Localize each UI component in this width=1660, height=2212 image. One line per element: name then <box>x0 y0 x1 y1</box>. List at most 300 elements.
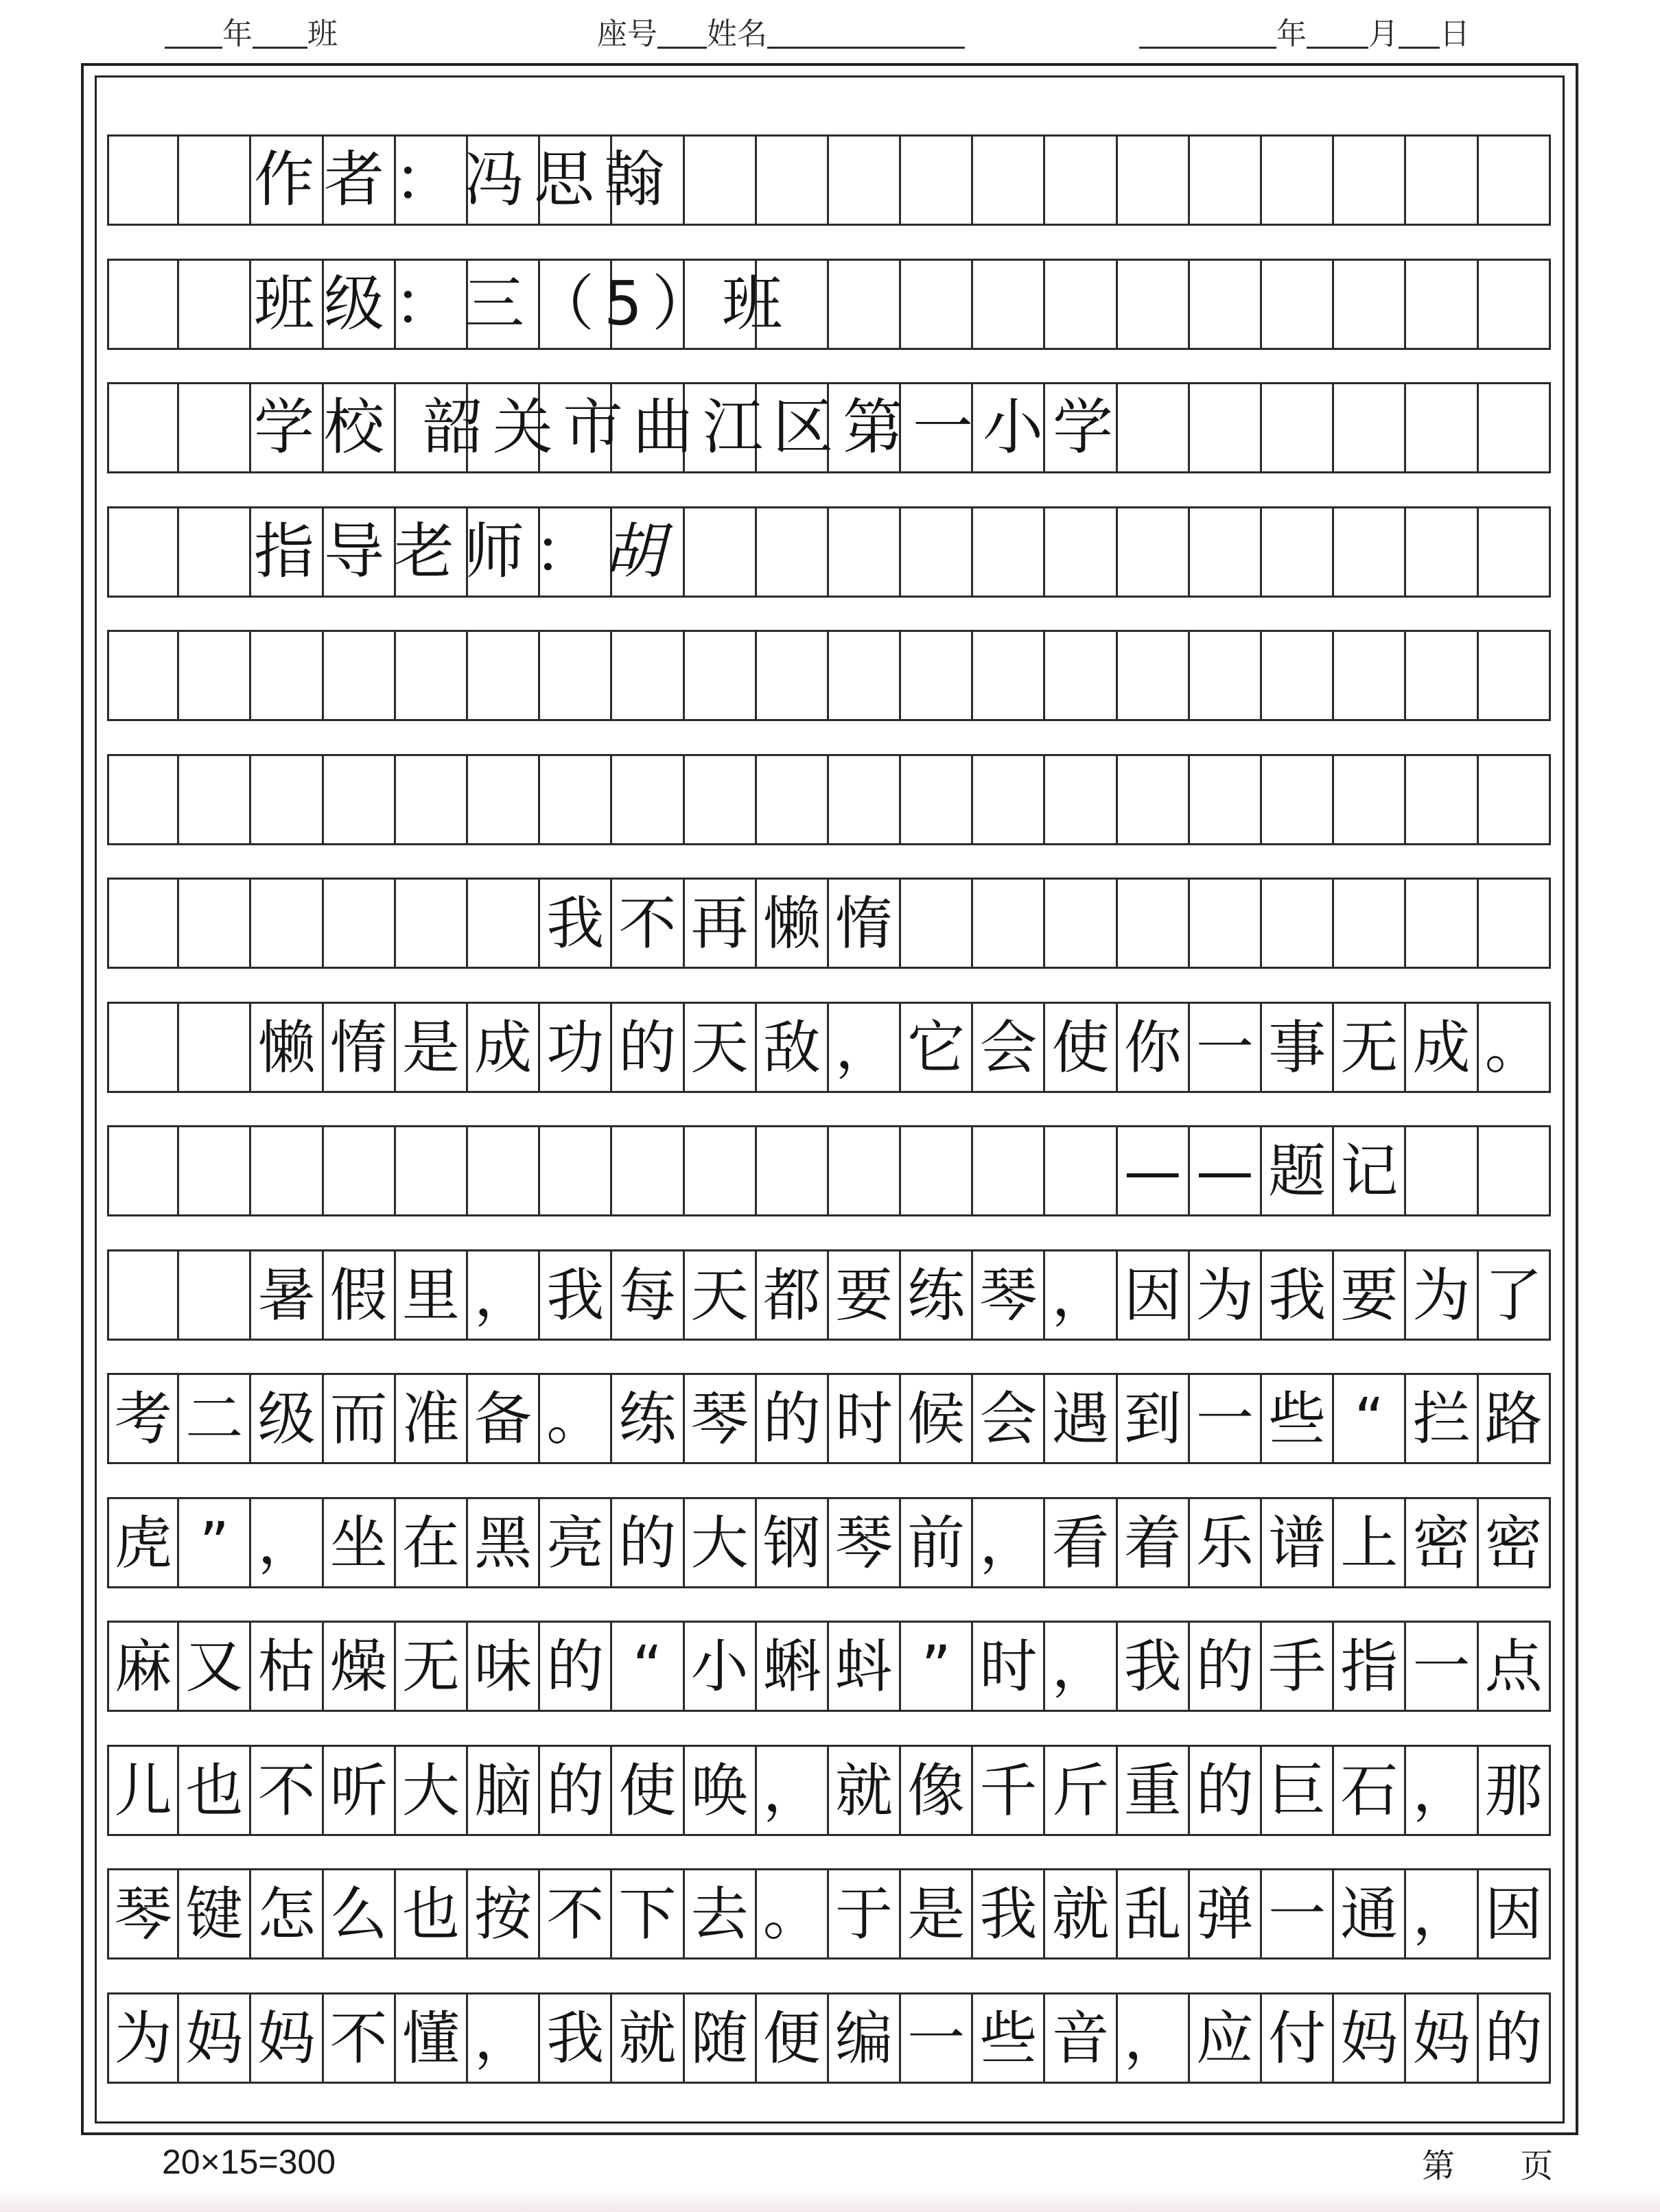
grid-cell: 懂 <box>396 1995 468 2082</box>
grid-cell: 事 <box>1262 1004 1334 1091</box>
grid-cell: 的 <box>1479 1995 1551 2082</box>
grid-cell: 是 <box>901 1870 973 1957</box>
grid-cell <box>251 880 323 967</box>
teacher-line <box>254 516 666 587</box>
grid-cell <box>1262 508 1334 596</box>
grid-cell: 使 <box>1045 1004 1117 1091</box>
grid-cell: 为 <box>107 1995 179 2082</box>
grid-cell: 为 <box>1406 1251 1478 1339</box>
grid-cell <box>1479 880 1551 967</box>
grid-cell <box>1045 632 1117 719</box>
grid-cell <box>1406 880 1478 967</box>
grid-cell <box>757 137 829 224</box>
grid-cell: 斤 <box>1045 1747 1117 1834</box>
grid-cell: 像 <box>901 1747 973 1834</box>
grid-cell: 我 <box>540 1251 612 1339</box>
grid-cell <box>1190 756 1262 843</box>
grid-cell <box>179 137 251 224</box>
grid-cell: ， <box>1045 1623 1117 1710</box>
grid-cell: 准 <box>396 1375 468 1462</box>
grid-cell: 钢 <box>757 1499 829 1586</box>
grid-cell: 键 <box>179 1870 251 1957</box>
grid-cell <box>179 261 251 348</box>
grid-cell: 燥 <box>324 1623 396 1710</box>
grid-cell <box>107 880 179 967</box>
page-label: 第 页 <box>1422 2147 1554 2185</box>
grid-cell <box>1406 756 1478 843</box>
school-line: 学校 韶关市曲江区第一小学 <box>254 392 1123 462</box>
grid-cell <box>1479 632 1551 719</box>
grid-cell: 在 <box>396 1499 468 1586</box>
grid-cell: 使 <box>612 1747 684 1834</box>
grid-cell: 又 <box>179 1623 251 1710</box>
grade-suffix: 年 <box>222 16 253 51</box>
grid-cell <box>107 1251 179 1339</box>
grid-cell <box>1118 880 1190 967</box>
grid-cell <box>973 508 1045 596</box>
grid-row <box>107 1745 1551 1836</box>
grid-cell: 脑 <box>468 1747 540 1834</box>
grid-cell: ， <box>757 1747 829 1834</box>
grid-row <box>107 754 1551 845</box>
grid-cell <box>1045 261 1117 348</box>
grid-row <box>107 1868 1551 1960</box>
grid-cell <box>901 880 973 967</box>
grid-cell: 蝌 <box>757 1623 829 1710</box>
grid-cell: 暑 <box>251 1251 323 1339</box>
grid-cell: ” <box>179 1499 251 1586</box>
grid-cell: 会 <box>973 1375 1045 1462</box>
grid-cell <box>757 756 829 843</box>
grid-cell: 妈 <box>251 1995 323 2082</box>
grid-cell <box>1190 384 1262 471</box>
grid-cell: 密 <box>1479 1499 1551 1586</box>
grid-cell: 琴 <box>973 1251 1045 1339</box>
grid-cell: 麻 <box>107 1623 179 1710</box>
grid-cell: 练 <box>901 1251 973 1339</box>
grid-cell: 按 <box>468 1870 540 1957</box>
class-line: 班级：三（5）班 <box>254 268 792 339</box>
grid-cell: 妈 <box>1334 1995 1406 2082</box>
grid-cell: 的 <box>1190 1623 1262 1710</box>
grid-cell: 重 <box>1118 1747 1190 1834</box>
grid-cell <box>612 756 684 843</box>
grid-cell: 虎 <box>107 1499 179 1586</box>
grid-cell <box>107 508 179 596</box>
grid-cell: 便 <box>757 1995 829 2082</box>
grid-cell: 惰 <box>324 1004 396 1091</box>
grid-cell <box>685 1127 757 1214</box>
grid-cell: 大 <box>396 1747 468 1834</box>
grid-cell: 功 <box>540 1004 612 1091</box>
grid-cell: 要 <box>1334 1251 1406 1339</box>
grid-cell: 一 <box>1190 1375 1262 1462</box>
grid-cell <box>107 137 179 224</box>
grid-cell: “ <box>1334 1375 1406 1462</box>
grid-cell: 路 <box>1479 1375 1551 1462</box>
grid-cell <box>1334 384 1406 471</box>
grid-cell <box>251 632 323 719</box>
grid-cell <box>324 632 396 719</box>
grid-cell: 编 <box>829 1995 901 2082</box>
grid-cell: 点 <box>1479 1623 1551 1710</box>
grid-cell <box>1334 508 1406 596</box>
grid-cell <box>1190 508 1262 596</box>
grid-cell: 蚪 <box>829 1623 901 1710</box>
grid-row <box>107 878 1551 969</box>
teacher-signature: 胡 <box>604 516 666 587</box>
grid-cell <box>829 137 901 224</box>
grid-cell: 天 <box>685 1251 757 1339</box>
grid-cell <box>612 632 684 719</box>
grid-cell <box>685 756 757 843</box>
grid-cell <box>1406 1127 1478 1214</box>
grid-cell <box>540 632 612 719</box>
grid-cell: 我 <box>540 1995 612 2082</box>
grid-cell: 我 <box>973 1870 1045 1957</box>
grid-cell <box>829 261 901 348</box>
grid-cell <box>1118 137 1190 224</box>
grid-cell: 枯 <box>251 1623 323 1710</box>
grid-row <box>107 1249 1551 1341</box>
grid-cell: ， <box>468 1251 540 1339</box>
grid-cell: 会 <box>973 1004 1045 1091</box>
grid-cell <box>1190 261 1262 348</box>
grid-cell <box>1190 632 1262 719</box>
year-label: 年 <box>1276 16 1307 51</box>
grid-cell <box>1045 756 1117 843</box>
grid-cell: 了 <box>1479 1251 1551 1339</box>
grid-cell: 前 <box>901 1499 973 1586</box>
grid-row <box>107 1497 1551 1588</box>
author-line: 作者：冯思翰 <box>254 144 675 215</box>
grid-cell: 我 <box>1262 1251 1334 1339</box>
grid-cell <box>1479 261 1551 348</box>
grid-cell: 二 <box>179 1375 251 1462</box>
grid-cell <box>179 384 251 471</box>
grid-cell: 成 <box>1406 1004 1478 1091</box>
grid-cell <box>324 756 396 843</box>
grid-cell <box>901 508 973 596</box>
grid-cell <box>973 756 1045 843</box>
grid-cell <box>1406 632 1478 719</box>
grid-cell: 那 <box>1479 1747 1551 1834</box>
grid-cell: 无 <box>1334 1004 1406 1091</box>
grid-cell: ， <box>1118 1995 1190 2082</box>
grid-cell: 去 <box>685 1870 757 1957</box>
grid-cell: 的 <box>612 1004 684 1091</box>
grid-cell <box>324 880 396 967</box>
grid-cell <box>901 261 973 348</box>
grid-cell: 怎 <box>251 1870 323 1957</box>
grid-cell <box>1334 137 1406 224</box>
grid-cell: 时 <box>973 1623 1045 1710</box>
grid-cell <box>973 880 1045 967</box>
grid-cell <box>1118 632 1190 719</box>
grid-cell: 密 <box>1406 1499 1478 1586</box>
grid-cell <box>1262 384 1334 471</box>
grid-cell <box>107 1004 179 1091</box>
grid-cell <box>1262 137 1334 224</box>
grid-cell <box>179 880 251 967</box>
grid-cell: 千 <box>973 1747 1045 1834</box>
grid-cell: 付 <box>1262 1995 1334 2082</box>
grid-cell: — <box>1190 1127 1262 1214</box>
grid-cell: 听 <box>324 1747 396 1834</box>
grid-cell: 乱 <box>1118 1870 1190 1957</box>
grid-cell: 考 <box>107 1375 179 1462</box>
grid-cell: ， <box>251 1499 323 1586</box>
grid-cell: 指 <box>1334 1623 1406 1710</box>
grid-cell: 的 <box>540 1623 612 1710</box>
grid-cell: 儿 <box>107 1747 179 1834</box>
grid-cell <box>324 1127 396 1214</box>
grid-cell: 的 <box>1190 1747 1262 1834</box>
grid-cell: 。 <box>540 1375 612 1462</box>
grid-cell: — <box>1118 1127 1190 1214</box>
grid-cell: 随 <box>685 1995 757 2082</box>
grid-cell <box>468 880 540 967</box>
grid-cell <box>1262 756 1334 843</box>
grid-cell: 琴 <box>107 1870 179 1957</box>
grid-cell <box>540 1127 612 1214</box>
grid-cell <box>1190 880 1262 967</box>
grid-row <box>107 1621 1551 1712</box>
grid-cell: 你 <box>1118 1004 1190 1091</box>
grid-cell: 看 <box>1045 1499 1117 1586</box>
grid-cell <box>685 137 757 224</box>
grid-cell: 无 <box>396 1623 468 1710</box>
grid-cell <box>107 384 179 471</box>
grid-cell <box>1479 508 1551 596</box>
grid-cell <box>1334 632 1406 719</box>
grid-cell: 谱 <box>1262 1499 1334 1586</box>
grid-cell: 不 <box>612 880 684 967</box>
grid-cell: ， <box>1406 1747 1478 1834</box>
grid-cell: 要 <box>829 1251 901 1339</box>
grid-cell: 我 <box>1118 1623 1190 1710</box>
grid-cell <box>1262 880 1334 967</box>
grid-cell: ， <box>829 1004 901 1091</box>
grid-cell: 不 <box>540 1870 612 1957</box>
grid-cell: 的 <box>757 1375 829 1462</box>
grid-cell <box>179 1251 251 1339</box>
grid-cell <box>1334 261 1406 348</box>
grid-cell: 。 <box>757 1870 829 1957</box>
grid-cell <box>1479 1127 1551 1214</box>
day-label: 日 <box>1440 16 1470 51</box>
grid-cell <box>396 756 468 843</box>
grid-cell <box>179 1004 251 1091</box>
grid-cell: 大 <box>685 1499 757 1586</box>
grid-cell: 妈 <box>1406 1995 1478 2082</box>
grid-cell <box>1045 508 1117 596</box>
grid-cell: 我 <box>540 880 612 967</box>
grid-cell: 练 <box>612 1375 684 1462</box>
grid-cell <box>1118 261 1190 348</box>
grid-cell: 。 <box>1479 1004 1551 1091</box>
grid-cell <box>1406 137 1478 224</box>
grid-cell: 再 <box>685 880 757 967</box>
grid-row <box>107 630 1551 721</box>
grid-cell: 它 <box>901 1004 973 1091</box>
teacher-label: 指导老师： <box>254 516 605 587</box>
grid-cell <box>829 756 901 843</box>
grid-cell <box>1262 261 1334 348</box>
grid-cell <box>1262 632 1334 719</box>
grid-cell: 记 <box>1334 1127 1406 1214</box>
grid-cell <box>1479 137 1551 224</box>
grid-cell: 坐 <box>324 1499 396 1586</box>
grid-cell <box>1045 1127 1117 1214</box>
grid-cell <box>1406 261 1478 348</box>
grid-cell <box>1118 384 1190 471</box>
grid-cell: 一 <box>1406 1623 1478 1710</box>
grid-cell <box>757 632 829 719</box>
grid-cell: 石 <box>1334 1747 1406 1834</box>
grid-cell: 黑 <box>468 1499 540 1586</box>
grid-cell: 通 <box>1334 1870 1406 1957</box>
grid-cell: 味 <box>468 1623 540 1710</box>
grid-cell <box>973 137 1045 224</box>
grid-cell: 一 <box>1190 1004 1262 1091</box>
grid-cell <box>179 508 251 596</box>
grid-cell: 一 <box>901 1995 973 2082</box>
grid-cell: ， <box>1406 1870 1478 1957</box>
grid-cell: 手 <box>1262 1623 1334 1710</box>
grid-cell: “ <box>612 1623 684 1710</box>
grid-cell: ， <box>973 1499 1045 1586</box>
grid-cell <box>1118 756 1190 843</box>
grid-cell: ” <box>901 1623 973 1710</box>
grid-cell <box>107 261 179 348</box>
grid-cell: 一 <box>1262 1870 1334 1957</box>
month-label: 月 <box>1368 16 1399 51</box>
grid-cell: 敌 <box>757 1004 829 1091</box>
grid-cell: 都 <box>757 1251 829 1339</box>
grid-cell: 每 <box>612 1251 684 1339</box>
grid-cell <box>612 1127 684 1214</box>
grid-cell <box>757 508 829 596</box>
grid-cell: 于 <box>829 1870 901 1957</box>
grid-cell: 惰 <box>829 880 901 967</box>
grid-cell <box>685 632 757 719</box>
grid-cell: 也 <box>396 1870 468 1957</box>
grid-cell: 乐 <box>1190 1499 1262 1586</box>
grid-cell: 么 <box>324 1870 396 1957</box>
grid-cell <box>1406 508 1478 596</box>
grid-cell <box>973 1127 1045 1214</box>
grid-cell: 不 <box>251 1747 323 1834</box>
grid-cell <box>251 1127 323 1214</box>
grid-cell <box>1045 137 1117 224</box>
grid-cell: 拦 <box>1406 1375 1478 1462</box>
grid-cell <box>1190 137 1262 224</box>
grid-cell: 题 <box>1262 1127 1334 1214</box>
grid-cell <box>396 632 468 719</box>
grid-cell: 遇 <box>1045 1375 1117 1462</box>
grid-cell: 巨 <box>1262 1747 1334 1834</box>
grid-cell: 的 <box>612 1499 684 1586</box>
grid-cell: 弹 <box>1190 1870 1262 1957</box>
grid-cell <box>251 756 323 843</box>
grid-cell <box>901 1127 973 1214</box>
grid-row <box>107 1125 1551 1216</box>
grid-cell <box>1334 880 1406 967</box>
grid-cell: 里 <box>396 1251 468 1339</box>
grid-cell <box>829 1127 901 1214</box>
grid-cell: 备 <box>468 1375 540 1462</box>
grid-cell: 着 <box>1118 1499 1190 1586</box>
grid-cell <box>1334 756 1406 843</box>
grid-cell <box>540 756 612 843</box>
grid-cell: 些 <box>973 1995 1045 2082</box>
grid-cell: 是 <box>396 1004 468 1091</box>
seat-label: 座号 <box>597 16 657 51</box>
grid-cell: 就 <box>612 1995 684 2082</box>
grid-cell: 的 <box>540 1747 612 1834</box>
grid-row <box>107 1373 1551 1464</box>
grid-cell: 因 <box>1118 1251 1190 1339</box>
grid-cell: 不 <box>324 1995 396 2082</box>
grid-cell: 候 <box>901 1375 973 1462</box>
name-label: 姓名 <box>707 16 767 51</box>
grid-cell: 下 <box>612 1870 684 1957</box>
grid-cell: 妈 <box>179 1995 251 2082</box>
grid-cell <box>1406 384 1478 471</box>
grid-cell: 就 <box>1045 1870 1117 1957</box>
grid-cell: 琴 <box>685 1375 757 1462</box>
grid-cell: 亮 <box>540 1499 612 1586</box>
grid-row <box>107 1002 1551 1093</box>
grid-cell <box>829 508 901 596</box>
grid-cell: 到 <box>1118 1375 1190 1462</box>
grid-cell: 级 <box>251 1375 323 1462</box>
grid-cell <box>901 756 973 843</box>
grid-cell: 就 <box>829 1747 901 1834</box>
grid-cell: 唤 <box>685 1747 757 1834</box>
grid-cell <box>901 632 973 719</box>
grid-cell <box>1118 508 1190 596</box>
grid-cell <box>179 1127 251 1214</box>
grid-cell <box>468 632 540 719</box>
grid-cell <box>973 261 1045 348</box>
grid-cell: 小 <box>685 1623 757 1710</box>
grid-cell <box>179 632 251 719</box>
grid-cell <box>1479 384 1551 471</box>
grid-cell <box>1045 880 1117 967</box>
grid-cell: 琴 <box>829 1499 901 1586</box>
grid-cell: 音 <box>1045 1995 1117 2082</box>
grid-cell <box>107 632 179 719</box>
grid-cell <box>829 632 901 719</box>
grid-cell: 时 <box>829 1375 901 1462</box>
grid-cell <box>973 632 1045 719</box>
grid-cell: ， <box>1045 1251 1117 1339</box>
grid-cell <box>107 756 179 843</box>
grid-cell <box>107 1127 179 1214</box>
grid-cell: 假 <box>324 1251 396 1339</box>
grid-cell <box>179 756 251 843</box>
grid-cell <box>468 756 540 843</box>
grid-cell <box>685 508 757 596</box>
grid-cell: 天 <box>685 1004 757 1091</box>
grid-cell: 为 <box>1190 1251 1262 1339</box>
grid-cell: 成 <box>468 1004 540 1091</box>
class-suffix: 班 <box>307 16 338 51</box>
grid-cell <box>901 137 973 224</box>
grid-cell: 而 <box>324 1375 396 1462</box>
